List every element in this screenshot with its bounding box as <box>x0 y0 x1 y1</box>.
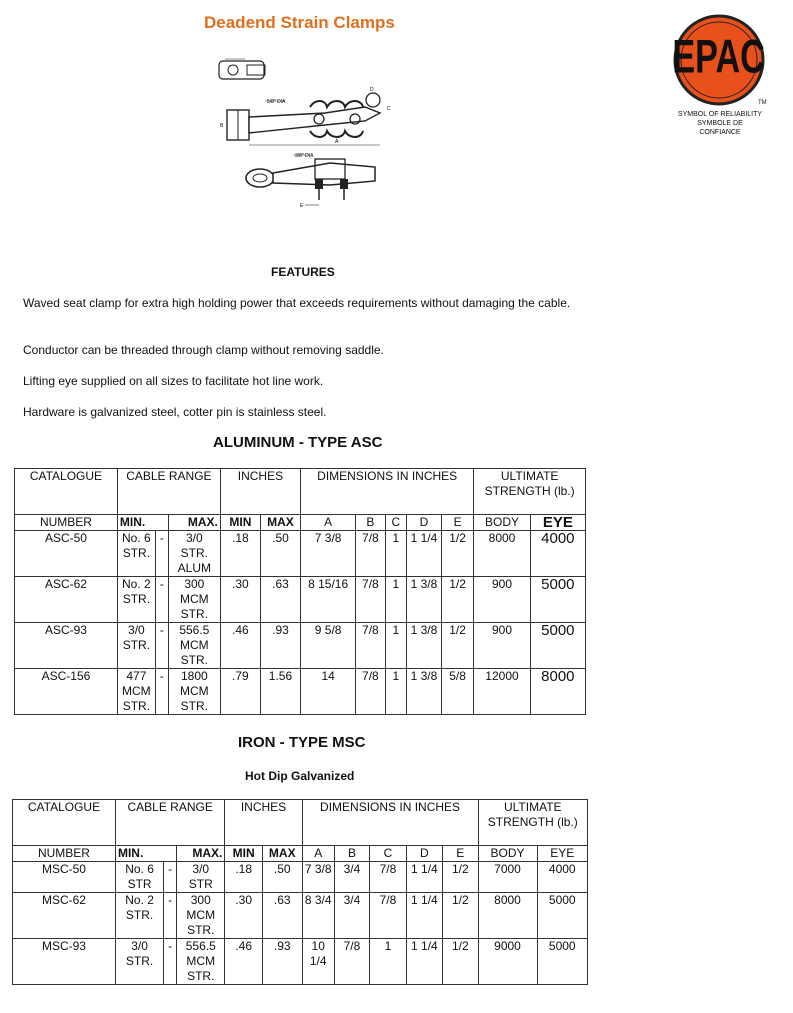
table-header-row <box>13 800 588 846</box>
col-b: B <box>356 515 385 531</box>
cell-max: 300 MCM STR. <box>168 577 220 623</box>
table-row <box>15 623 586 669</box>
col-dimensions: DIMENSIONS IN INCHES <box>301 469 474 515</box>
cell-a: 7 3/8 <box>302 862 334 893</box>
col-number: NUMBER <box>15 515 118 531</box>
cell-b: 7/8 <box>356 577 385 623</box>
col-e: E <box>441 515 474 531</box>
col-d: D <box>407 515 442 531</box>
cell-eye: 5000 <box>537 893 588 939</box>
cell-c: 7/8 <box>370 893 406 939</box>
cell-min: 477 MCM STR. <box>117 669 155 715</box>
feature-item: Conductor can be threaded through clamp without removing saddle. <box>23 343 384 357</box>
cell-a: 10 1/4 <box>302 939 334 985</box>
cell-e: 1/2 <box>441 577 474 623</box>
col-catalogue: CATALOGUE <box>13 800 116 846</box>
dim-a: A <box>335 139 339 145</box>
cell-max: 1800 MCM STR. <box>168 669 220 715</box>
table-subheader-row <box>15 515 586 531</box>
cell-e: 1/2 <box>441 531 474 577</box>
table-row <box>15 577 586 623</box>
dia-label-2: 3/8" DIA <box>295 153 314 159</box>
table-header-row <box>15 469 586 515</box>
cell-eye: 8000 <box>530 669 585 715</box>
cell-e: 1/2 <box>443 939 478 985</box>
dim-e: E <box>300 203 304 209</box>
col-inches: INCHES <box>220 469 300 515</box>
dim-d: D <box>370 87 374 93</box>
cell-d: 1 1/4 <box>406 862 442 893</box>
cell-a: 7 3/8 <box>301 531 356 577</box>
cell-d: 1 1/4 <box>406 893 442 939</box>
col-dimensions: DIMENSIONS IN INCHES <box>302 800 478 846</box>
cell-b: 7/8 <box>356 531 385 577</box>
cell-e: 5/8 <box>441 669 474 715</box>
col-inches: INCHES <box>225 800 302 846</box>
col-eye: EYE <box>530 515 585 531</box>
iron-table <box>12 799 588 985</box>
col-ultimate: ULTIMATE STRENGTH (lb.) <box>474 469 586 515</box>
col-cable-range: CABLE RANGE <box>117 469 220 515</box>
cell-c: 1 <box>385 623 407 669</box>
col-c: C <box>370 846 406 862</box>
cell-in-max: 1.56 <box>260 669 300 715</box>
cell-in-min: .46 <box>225 939 263 985</box>
col-c: C <box>385 515 407 531</box>
cell-in-min: .18 <box>225 862 263 893</box>
cell-c: 1 <box>385 531 407 577</box>
cell-dash: - <box>164 939 177 985</box>
cell-min: 3/0 STR. <box>117 623 155 669</box>
cell-eye: 5000 <box>537 939 588 985</box>
cell-in-min: .79 <box>220 669 260 715</box>
dia-label-1: 5/8" DIA <box>267 99 286 105</box>
cell-number: ASC-156 <box>15 669 118 715</box>
tagline-fr: SYMBOLE DE CONFIANCE <box>697 120 743 136</box>
cell-a: 14 <box>301 669 356 715</box>
feature-item: Waved seat clamp for extra high holding power that exceeds requirements without damaging the cable. <box>23 296 571 310</box>
cell-number: MSC-62 <box>13 893 116 939</box>
col-min: MIN. <box>117 515 168 531</box>
cell-min: No. 6 STR <box>115 862 163 893</box>
cell-max: 556.5 MCM STR. <box>177 939 225 985</box>
col-catalogue: CATALOGUE <box>15 469 118 515</box>
cell-a: 9 5/8 <box>301 623 356 669</box>
col-min: MIN. <box>115 846 176 862</box>
col-ultimate: ULTIMATE STRENGTH (lb.) <box>478 800 587 846</box>
cell-e: 1/2 <box>443 893 478 939</box>
cell-body: 12000 <box>474 669 530 715</box>
cell-body: 8000 <box>478 893 537 939</box>
cell-eye: 5000 <box>530 577 585 623</box>
cell-dash: - <box>164 893 177 939</box>
cell-a: 8 3/4 <box>302 893 334 939</box>
cell-max: 300 MCM STR. <box>177 893 225 939</box>
cell-number: ASC-62 <box>15 577 118 623</box>
cell-b: 7/8 <box>356 623 385 669</box>
cell-eye: 4000 <box>530 531 585 577</box>
cell-min: No. 6 STR. <box>117 531 155 577</box>
cell-c: 1 <box>385 577 407 623</box>
cell-b: 7/8 <box>356 669 385 715</box>
cell-d: 1 3/8 <box>407 623 442 669</box>
cell-body: 8000 <box>474 531 530 577</box>
iron-subtitle: Hot Dip Galvanized <box>245 769 355 783</box>
col-body: BODY <box>478 846 537 862</box>
cell-body: 900 <box>474 623 530 669</box>
cell-dash: - <box>155 531 168 577</box>
logo-tm: TM <box>758 100 767 106</box>
cell-max: 3/0 STR <box>177 862 225 893</box>
col-max: MAX. <box>177 846 225 862</box>
table-subheader-row <box>13 846 588 862</box>
col-in-max: MAX <box>262 846 302 862</box>
table-row <box>13 939 588 985</box>
cell-e: 1/2 <box>443 862 478 893</box>
cell-dash: - <box>164 862 177 893</box>
cell-dash: - <box>155 669 168 715</box>
feature-item: Hardware is galvanized steel, cotter pin is stainless steel. <box>23 405 327 419</box>
aluminum-table <box>14 468 586 715</box>
cell-in-min: .18 <box>220 531 260 577</box>
iron-title: IRON - TYPE MSC <box>238 734 366 751</box>
cell-in-max: .93 <box>260 623 300 669</box>
cell-b: 3/4 <box>334 893 369 939</box>
cell-c: 7/8 <box>370 862 406 893</box>
cell-c: 1 <box>370 939 406 985</box>
cell-d: 1 1/4 <box>406 939 442 985</box>
cell-max: 3/0 STR. ALUM <box>168 531 220 577</box>
dim-c: C <box>387 106 391 112</box>
table-row <box>15 669 586 715</box>
cell-c: 1 <box>385 669 407 715</box>
cell-eye: 5000 <box>530 623 585 669</box>
cell-max: 556.5 MCM STR. <box>168 623 220 669</box>
table-row <box>15 531 586 577</box>
cell-d: 1 3/8 <box>407 577 442 623</box>
cell-in-max: .50 <box>260 531 300 577</box>
cell-in-min: .30 <box>225 893 263 939</box>
cell-in-max: .63 <box>260 577 300 623</box>
col-in-max: MAX <box>260 515 300 531</box>
col-eye: EYE <box>537 846 588 862</box>
col-a: A <box>301 515 356 531</box>
col-max: MAX. <box>168 515 220 531</box>
col-number: NUMBER <box>13 846 116 862</box>
cell-dash: - <box>155 623 168 669</box>
cell-number: MSC-93 <box>13 939 116 985</box>
cell-eye: 4000 <box>537 862 588 893</box>
col-in-min: MIN <box>220 515 260 531</box>
col-in-min: MIN <box>225 846 263 862</box>
cell-number: ASC-93 <box>15 623 118 669</box>
cell-number: MSC-50 <box>13 862 116 893</box>
cell-a: 8 15/16 <box>301 577 356 623</box>
epac-logo <box>670 14 770 106</box>
col-a: A <box>302 846 334 862</box>
cell-in-min: .46 <box>220 623 260 669</box>
cell-in-max: .63 <box>262 893 302 939</box>
cell-number: ASC-50 <box>15 531 118 577</box>
col-e: E <box>443 846 478 862</box>
logo-text: EPAC <box>672 30 765 84</box>
col-b: B <box>334 846 369 862</box>
col-body: BODY <box>474 515 530 531</box>
features-heading: FEATURES <box>271 265 335 279</box>
cell-e: 1/2 <box>441 623 474 669</box>
col-cable-range: CABLE RANGE <box>115 800 224 846</box>
cell-body: 900 <box>474 577 530 623</box>
logo-tagline <box>676 110 764 137</box>
cell-dash: - <box>155 577 168 623</box>
page-title: Deadend Strain Clamps <box>204 13 395 32</box>
cell-b: 3/4 <box>334 862 369 893</box>
cell-d: 1 1/4 <box>407 531 442 577</box>
tagline-en: SYMBOL OF RELIABILITY <box>677 111 763 118</box>
feature-item: Lifting eye supplied on all sizes to facilitate hot line work. <box>23 374 324 388</box>
cell-in-max: .50 <box>262 862 302 893</box>
cell-in-max: .93 <box>262 939 302 985</box>
clamp-drawing <box>215 55 400 215</box>
cell-min: 3/0 STR. <box>115 939 163 985</box>
table-row <box>13 862 588 893</box>
cell-in-min: .30 <box>220 577 260 623</box>
cell-b: 7/8 <box>334 939 369 985</box>
table-row <box>13 893 588 939</box>
aluminum-title: ALUMINUM - TYPE ASC <box>213 434 383 451</box>
cell-min: No. 2 STR. <box>117 577 155 623</box>
cell-body: 9000 <box>478 939 537 985</box>
cell-d: 1 3/8 <box>407 669 442 715</box>
dim-b: B <box>220 123 224 129</box>
cell-body: 7000 <box>478 862 537 893</box>
cell-min: No. 2 STR. <box>115 893 163 939</box>
col-d: D <box>406 846 442 862</box>
